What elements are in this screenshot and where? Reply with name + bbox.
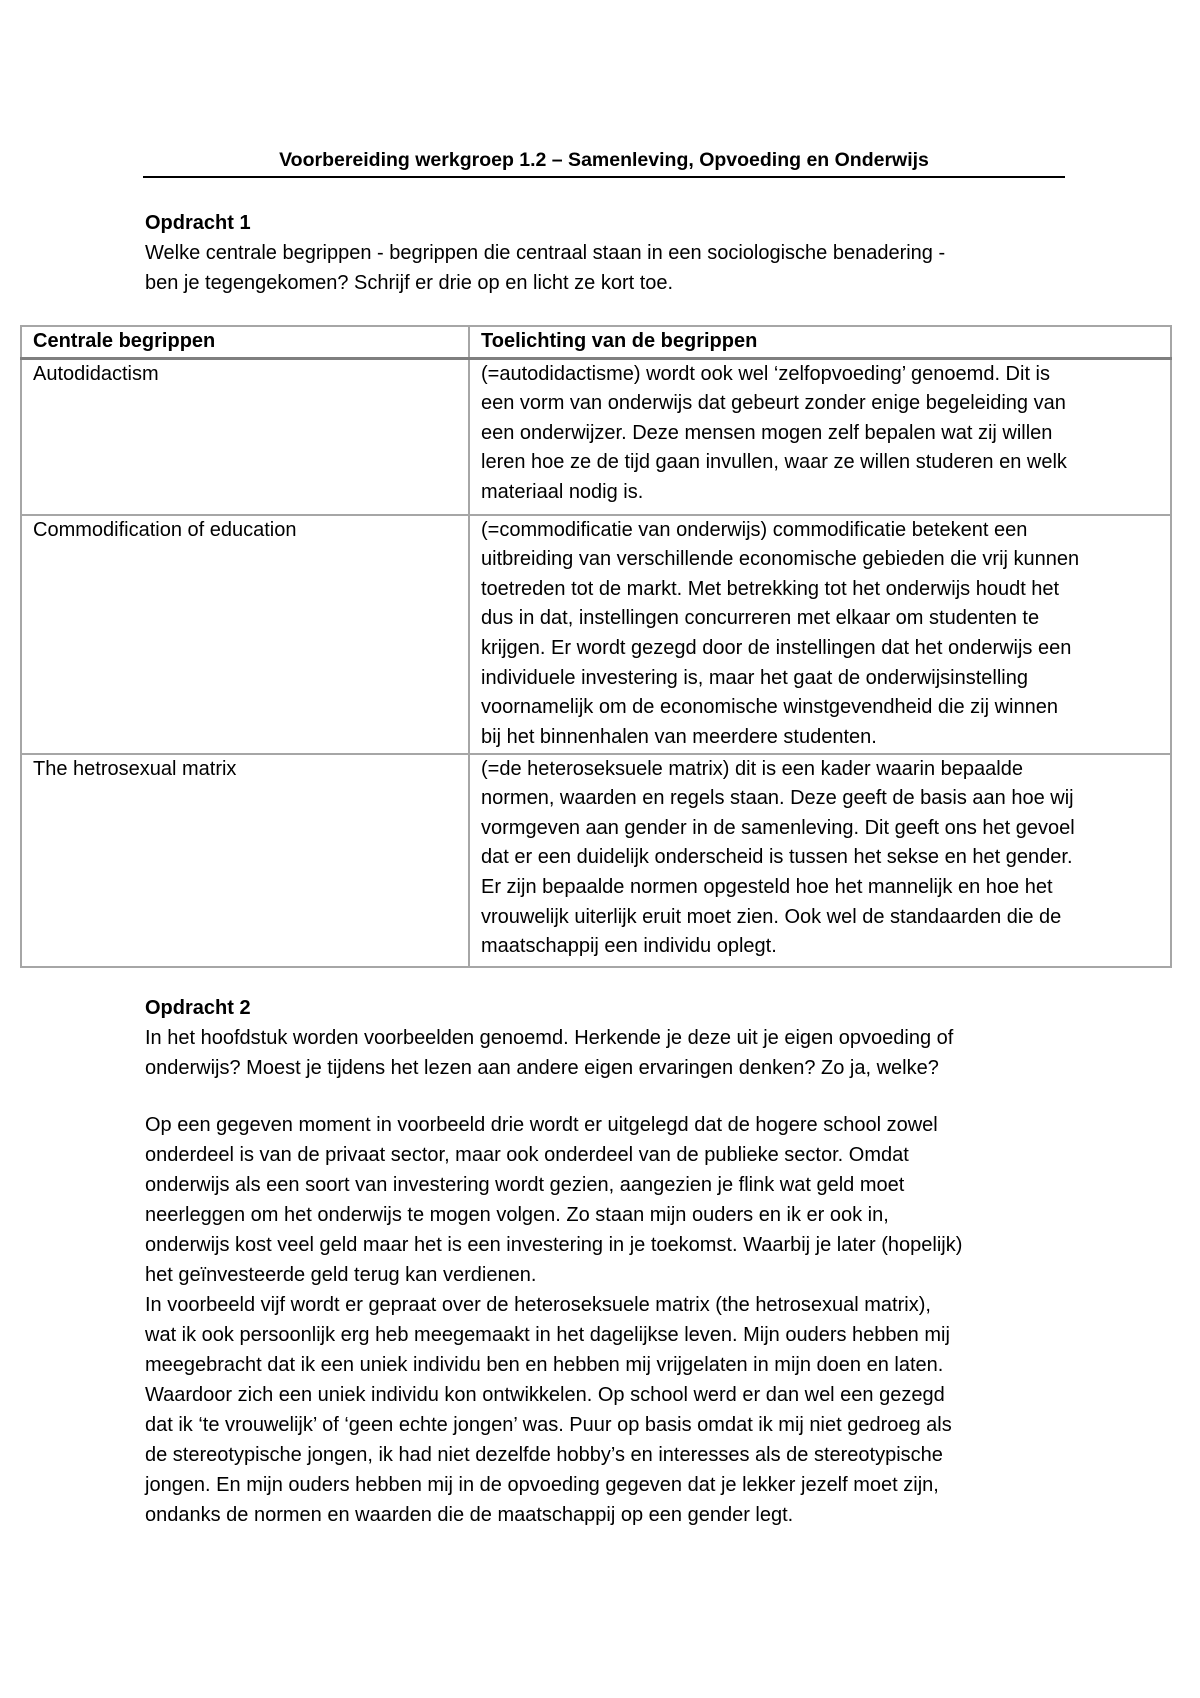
explanation-line: een vorm van onderwijs dat gebeurt zonder enige begeleiding van	[481, 392, 1066, 415]
term-cell: The hetrosexual matrix	[21, 754, 469, 967]
answer-line: jongen. En mijn ouders hebben mij in de opvoeding gegeven dat je lekker jezelf moet zijn,	[145, 1474, 939, 1496]
explanation-line: materiaal nodig is.	[481, 480, 644, 503]
table-row	[21, 515, 1171, 754]
explanation-line: vrouwelijk uiterlijk eruit moet zien. Ook wel de standaarden die de	[481, 905, 1062, 928]
explanation-line: normen, waarden en regels staan. Deze geeft de basis aan hoe wij	[481, 787, 1074, 810]
opdracht-1-question-line: ben je tegengekomen? Schrijf er drie op en licht ze kort toe.	[145, 272, 674, 294]
explanation-line: dat er een duidelijk onderscheid is tussen het sekse en het gender.	[481, 846, 1073, 869]
answer-line: dat ik ‘te vrouwelijk’ of ‘geen echte jongen’ was. Puur op basis omdat ik mij niet gedroeg als	[145, 1414, 952, 1436]
answer-line: de stereotypische jongen, ik had niet dezelfde hobby’s en interesses als de stereotypische	[145, 1444, 943, 1466]
explanation-line: voornamelijk om de economische winstgevendheid die zij winnen	[481, 696, 1058, 719]
header-toelichting: Toelichting van de begrippen	[469, 326, 1171, 358]
explanation-line: (=autodidactisme) wordt ook wel ‘zelfopvoeding’ genoemd. Dit is	[481, 362, 1050, 385]
explanation-cell	[469, 515, 1171, 754]
answer-line: onderwijs als een soort van investering wordt gezien, aangezien je flink wat geld moet	[145, 1174, 905, 1196]
answer-line: onderdeel is van de privaat sector, maar ook onderdeel van de publieke sector. Omdat	[145, 1144, 909, 1166]
table-header-row	[21, 326, 1171, 358]
opdracht-2-question-line: onderwijs? Moest je tijdens het lezen aan andere eigen ervaringen denken? Zo ja, welke?	[145, 1057, 939, 1079]
term-cell: Commodification of education	[21, 515, 469, 754]
explanation-line: leren hoe ze de tijd gaan invullen, waar ze willen studeren en welk	[481, 451, 1067, 474]
explanation-line: uitbreiding van verschillende economische gebieden die vrij kunnen	[481, 548, 1080, 571]
explanation-line: individuele investering is, maar het gaat de onderwijsinstelling	[481, 666, 1028, 689]
explanation-line: een onderwijzer. Deze mensen mogen zelf bepalen wat zij willen	[481, 421, 1053, 444]
explanation-line: (=commodificatie van onderwijs) commodificatie betekent een	[481, 518, 1028, 541]
opdracht-2-question-line: In het hoofdstuk worden voorbeelden genoemd. Herkende je deze uit je eigen opvoeding of	[145, 1027, 954, 1049]
explanation-line: vormgeven aan gender in de samenleving. Dit geeft ons het gevoel	[481, 816, 1075, 839]
answer-line: meegebracht dat ik een uniek individu ben en hebben mij vrijgelaten in mijn doen en laten.	[145, 1354, 944, 1376]
opdracht-1-heading: Opdracht 1	[145, 212, 251, 234]
explanation-line: krijgen. Er wordt gezegd door de instellingen dat het onderwijs een	[481, 636, 1072, 659]
header-centrale-begrippen: Centrale begrippen	[21, 326, 469, 358]
answer-line: In voorbeeld vijf wordt er gepraat over de heteroseksuele matrix (the hetrosexual matrix),	[145, 1294, 931, 1316]
explanation-line: dus in dat, instellingen concurreren met elkaar om studenten te	[481, 607, 1040, 630]
explanation-line: maatschappij een individu oplegt.	[481, 935, 777, 958]
opdracht-2-heading: Opdracht 2	[145, 997, 251, 1019]
opdracht-2-section	[145, 993, 1085, 1083]
opdracht-1-question-line: Welke centrale begrippen - begrippen die centraal staan in een sociologische benadering -	[145, 242, 946, 264]
table-row	[21, 754, 1171, 967]
answer-line: onderwijs kost veel geld maar het is een investering in je toekomst. Waarbij je later (hopelijk)	[145, 1234, 963, 1256]
term-cell: Autodidactism	[21, 358, 469, 515]
opdracht-1-section	[145, 208, 1085, 298]
explanation-line: toetreden tot de markt. Met betrekking tot het onderwijs houdt het	[481, 577, 1060, 600]
explanation-line: (=de heteroseksuele matrix) dit is een kader waarin bepaalde	[481, 757, 1023, 780]
answer-line: het geïnvesteerde geld terug kan verdienen.	[145, 1264, 537, 1286]
explanation-cell	[469, 358, 1171, 515]
explanation-line: bij het binnenhalen van meerdere studenten.	[481, 725, 877, 748]
table-row	[21, 358, 1171, 515]
explanation-cell	[469, 754, 1171, 967]
answer-line: wat ik ook persoonlijk erg heb meegemaakt in het dagelijkse leven. Mijn ouders hebben mij	[145, 1324, 950, 1346]
answer-line: Waardoor zich een uniek individu kon ontwikkelen. Op school werd er dan wel een gezegd	[145, 1384, 945, 1406]
answer-paragraph	[145, 1110, 1085, 1530]
answer-line: Op een gegeven moment in voorbeeld drie wordt er uitgelegd dat de hogere school zowel	[145, 1114, 938, 1136]
explanation-line: Er zijn bepaalde normen opgesteld hoe het mannelijk en hoe het	[481, 875, 1053, 898]
page-title: Voorbereiding werkgroep 1.2 – Samenleving, Opvoeding en Onderwijs	[143, 145, 1065, 178]
answer-line: ondanks de normen en waarden die de maatschappij op een gender legt.	[145, 1504, 794, 1526]
concept-table	[20, 325, 1172, 968]
answer-line: neerleggen om het onderwijs te mogen volgen. Zo staan mijn ouders en ik er ook in,	[145, 1204, 889, 1226]
